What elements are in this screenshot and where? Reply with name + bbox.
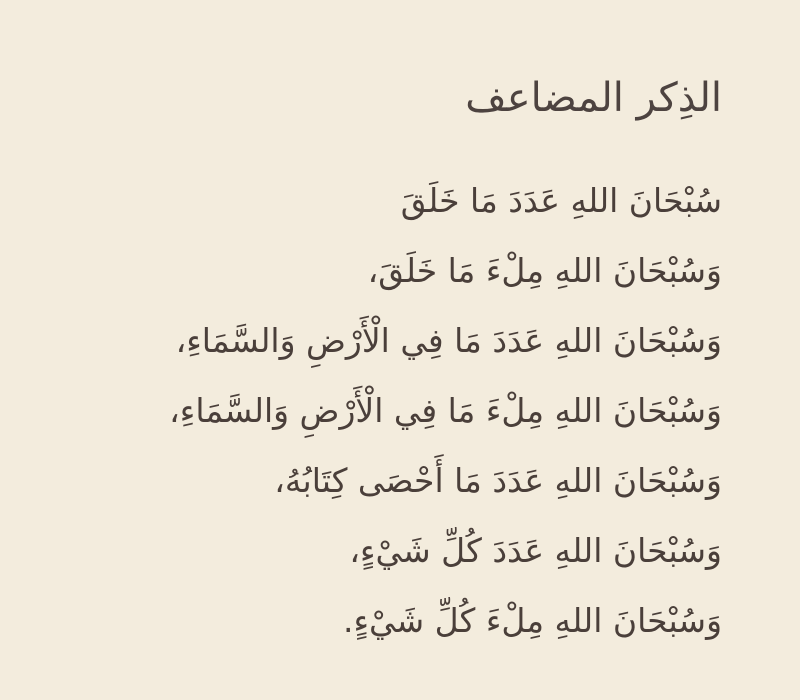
dhikr-line-6: وَسُبْحَانَ اللهِ عَدَدَ كُلِّ شَيْءٍ،	[349, 531, 722, 570]
dhikr-line-1: سُبْحَانَ اللهِ عَدَدَ مَا خَلَقَ	[400, 181, 722, 220]
dhikr-line-4: وَسُبْحَانَ اللهِ مِلْءَ مَا فِي الْأَرْضِ وَالسَّمَاءِ،	[169, 391, 722, 430]
dhikr-line-2: وَسُبْحَانَ اللهِ مِلْءَ مَا خَلَقَ،	[367, 251, 722, 290]
dhikr-line-3: وَسُبْحَانَ اللهِ عَدَدَ مَا فِي الْأَرْضِ وَالسَّمَاءِ،	[175, 321, 722, 360]
dhikr-line-7: وَسُبْحَانَ اللهِ مِلْءَ كُلِّ شَيْءٍ.	[343, 601, 722, 640]
dhikr-line-5: وَسُبْحَانَ اللهِ عَدَدَ مَا أَحْصَى كِتَابُهُ،	[274, 461, 722, 500]
page-title: الذِكر المضاعف	[465, 75, 722, 121]
dhikr-list	[169, 166, 722, 656]
